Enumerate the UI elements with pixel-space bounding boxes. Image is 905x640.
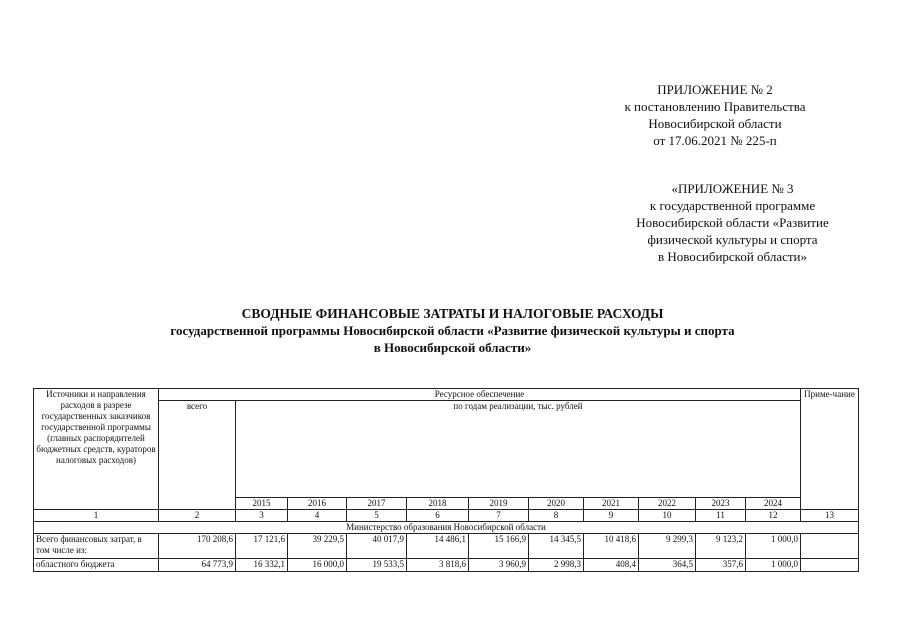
year-header: 2019 — [469, 498, 529, 510]
year-header: 2022 — [639, 498, 696, 510]
row-value: 10 418,6 — [584, 534, 639, 559]
row-value: 19 533,5 — [347, 559, 407, 572]
section-row — [34, 522, 859, 534]
column-number: 7 — [469, 510, 529, 522]
financial-table — [33, 388, 859, 572]
column-number: 3 — [236, 510, 288, 522]
column-number: 11 — [696, 510, 746, 522]
total-header: всего — [159, 401, 236, 510]
year-header: 2020 — [529, 498, 584, 510]
year-header: 2015 — [236, 498, 288, 510]
column-number-row — [34, 510, 859, 522]
column-number: 5 — [347, 510, 407, 522]
row-value: 357,6 — [696, 559, 746, 572]
row-value: 39 229,5 — [288, 534, 347, 559]
section-title: Министерство образования Новосибирской области — [34, 522, 859, 534]
source-header: Источники и направления расходов в разрезе государственных заказчиков государственной программы (главных распорядителей бюджетных средств, кураторов налоговых расходов) — [34, 389, 159, 510]
program-annex-topic: физической культуры и спорта — [647, 232, 818, 247]
row-value: 17 121,6 — [236, 534, 288, 559]
row-value: 3 960,9 — [469, 559, 529, 572]
row-value: 1 000,0 — [746, 534, 801, 559]
annex-region: Новосибирской области — [648, 116, 782, 131]
document-title — [0, 305, 905, 356]
row-value: 14 486,1 — [407, 534, 469, 559]
row-value: 3 818,6 — [407, 559, 469, 572]
row-value: 16 000,0 — [288, 559, 347, 572]
resources-header: Ресурсное обеспечение — [159, 389, 801, 401]
row-value: 9 123,2 — [696, 534, 746, 559]
annex-number: ПРИЛОЖЕНИЕ № 2 — [657, 82, 773, 97]
row-value: 364,5 — [639, 559, 696, 572]
column-number: 6 — [407, 510, 469, 522]
note-header: Приме-чание — [801, 389, 859, 510]
table-header-row-1 — [34, 389, 859, 401]
table-row — [34, 559, 859, 572]
row-value: 9 299,3 — [639, 534, 696, 559]
column-number: 8 — [529, 510, 584, 522]
row-note — [801, 559, 859, 572]
column-number: 13 — [801, 510, 859, 522]
row-value: 40 017,9 — [347, 534, 407, 559]
year-header: 2018 — [407, 498, 469, 510]
year-header: 2021 — [584, 498, 639, 510]
row-value: 14 345,5 — [529, 534, 584, 559]
year-header: 2024 — [746, 498, 801, 510]
column-number: 12 — [746, 510, 801, 522]
program-annex-topic-end: в Новосибирской области» — [657, 249, 808, 264]
column-number: 9 — [584, 510, 639, 522]
year-header: 2017 — [347, 498, 407, 510]
year-header: 2023 — [696, 498, 746, 510]
column-number: 10 — [639, 510, 696, 522]
row-total: 170 208,6 — [159, 534, 236, 559]
year-header: 2016 — [288, 498, 347, 510]
program-annex-ref: к государственной программе — [649, 198, 816, 213]
column-number: 2 — [159, 510, 236, 522]
column-number: 4 — [288, 510, 347, 522]
row-note — [801, 534, 859, 559]
row-value: 408,4 — [584, 559, 639, 572]
row-value: 1 000,0 — [746, 559, 801, 572]
program-annex-region: Новосибирской области «Развитие — [636, 215, 829, 230]
title-line-3: в Новосибирской области» — [373, 340, 532, 355]
program-annex-number: «ПРИЛОЖЕНИЕ № 3 — [671, 181, 794, 196]
annex-program-block — [605, 180, 860, 265]
row-label: областного бюджета — [34, 559, 159, 572]
table-row — [34, 534, 859, 559]
column-number: 1 — [34, 510, 159, 522]
row-value: 16 332,1 — [236, 559, 288, 572]
row-label: Всего финансовых затрат, в том числе из: — [34, 534, 159, 559]
by-years-header: по годам реализации, тыс. рублей — [236, 401, 801, 498]
row-value: 15 166,9 — [469, 534, 529, 559]
annex-decree-ref: к постановлению Правительства — [624, 99, 806, 114]
title-line-1: СВОДНЫЕ ФИНАНСОВЫЕ ЗАТРАТЫ И НАЛОГОВЫЕ РАСХОДЫ — [241, 306, 664, 321]
annex-date-number: от 17.06.2021 № 225-п — [653, 133, 777, 148]
row-value: 2 998,3 — [529, 559, 584, 572]
title-line-2: государственной программы Новосибирской области «Развитие физической культуры и спорта — [170, 323, 735, 338]
annex-approval-block — [585, 81, 845, 149]
row-total: 64 773,9 — [159, 559, 236, 572]
